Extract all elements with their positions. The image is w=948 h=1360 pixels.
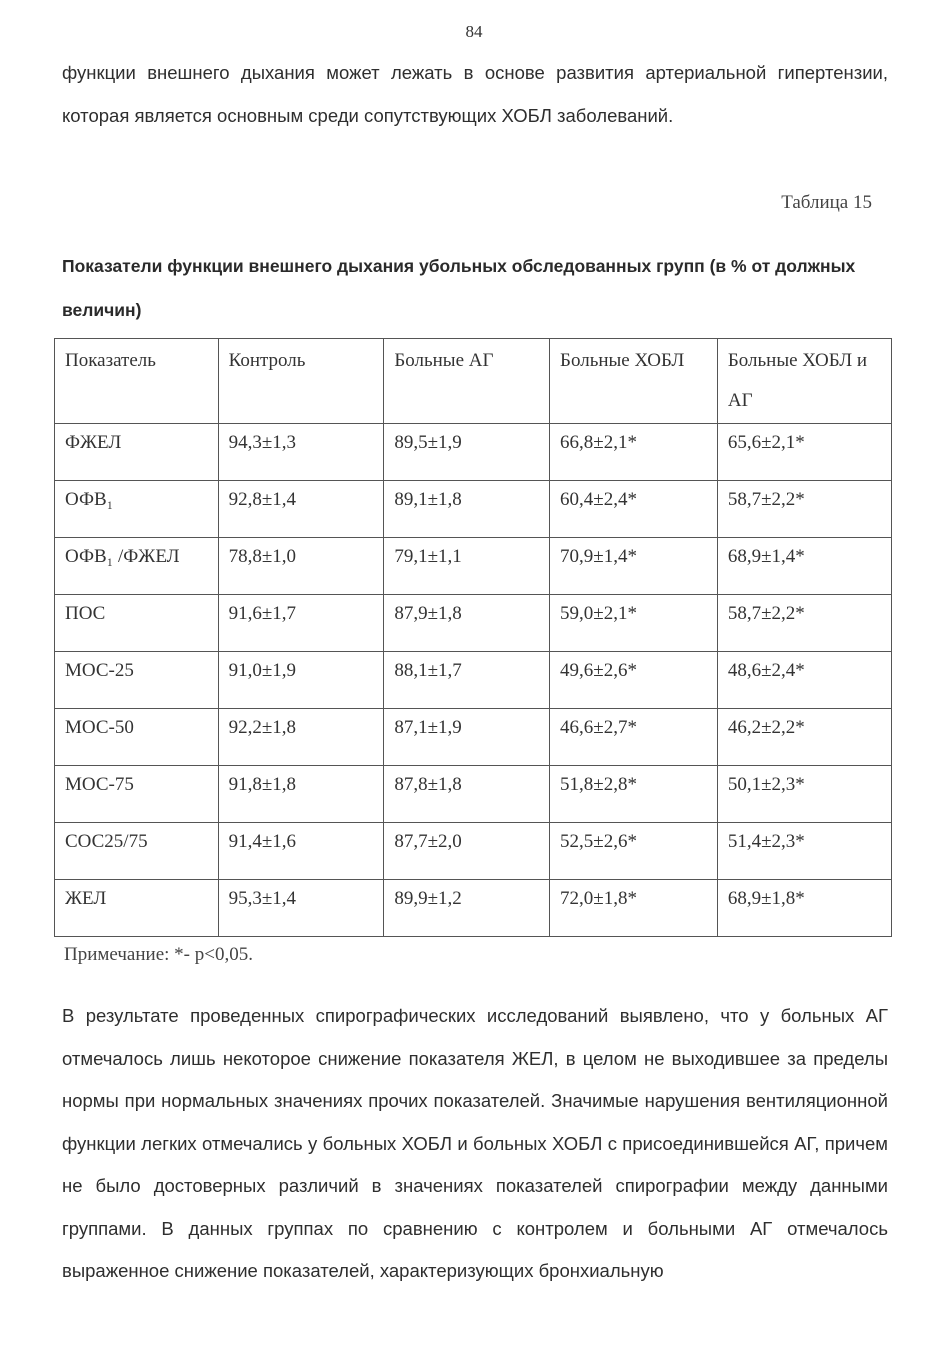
cell: 87,7±2,0 (384, 823, 550, 880)
header-control: Контроль (218, 339, 384, 424)
cell: 88,1±1,7 (384, 652, 550, 709)
cell: 60,4±2,4* (550, 481, 718, 538)
table-header-row (55, 339, 892, 424)
cell: ОФВ₁ /ФЖЕЛ (55, 538, 219, 595)
cell: ОФВ₁ (55, 481, 219, 538)
cell: ФЖЕЛ (55, 424, 219, 481)
table-row (55, 766, 892, 823)
cell: 91,6±1,7 (218, 595, 384, 652)
cell: 87,8±1,8 (384, 766, 550, 823)
cell: 79,1±1,1 (384, 538, 550, 595)
cell: 89,9±1,2 (384, 880, 550, 937)
table-row (55, 880, 892, 937)
cell: 58,7±2,2* (717, 595, 891, 652)
cell: 52,5±2,6* (550, 823, 718, 880)
cell: МОС-25 (55, 652, 219, 709)
cell: 78,8±1,0 (218, 538, 384, 595)
cell: ПОС (55, 595, 219, 652)
cell: 89,5±1,9 (384, 424, 550, 481)
table-note: Примечание: *- р<0,05. (64, 944, 253, 965)
cell: 91,8±1,8 (218, 766, 384, 823)
cell: 95,3±1,4 (218, 880, 384, 937)
table-row (55, 424, 892, 481)
table-row (55, 538, 892, 595)
table-label: Таблица 15 (781, 192, 872, 213)
header-copd: Больные ХОБЛ (550, 339, 718, 424)
cell: 92,8±1,4 (218, 481, 384, 538)
cell: 51,4±2,3* (717, 823, 891, 880)
intro-paragraph: функции внешнего дыхания может лежать в основе развития артериальной гипертензии, которая является основным среди сопутствующих ХОБЛ заболеваний. (62, 62, 888, 126)
cell: 91,4±1,6 (218, 823, 384, 880)
cell: 48,6±2,4* (717, 652, 891, 709)
cell: 66,8±2,1* (550, 424, 718, 481)
cell: 59,0±2,1* (550, 595, 718, 652)
table-row (55, 823, 892, 880)
cell: МОС-50 (55, 709, 219, 766)
cell: 68,9±1,8* (717, 880, 891, 937)
cell: СОС25/75 (55, 823, 219, 880)
table-row (55, 481, 892, 538)
header-copd-ag: Больные ХОБЛ и АГ (717, 339, 891, 424)
cell: 70,9±1,4* (550, 538, 718, 595)
cell: 91,0±1,9 (218, 652, 384, 709)
cell: 94,3±1,3 (218, 424, 384, 481)
cell: 87,1±1,9 (384, 709, 550, 766)
page-number: 84 (465, 22, 483, 41)
cell: 50,1±2,3* (717, 766, 891, 823)
table-row (55, 595, 892, 652)
header-indicator: Показатель (55, 339, 219, 424)
cell: 49,6±2,6* (550, 652, 718, 709)
cell: 58,7±2,2* (717, 481, 891, 538)
body-paragraph: В результате проведенных спирографических исследований выявлено, что у больных АГ отмечалось лишь некоторое снижение показателя ЖЕЛ, в целом не выходившее за пределы нормы при нормальных значениях прочих показателей. Значимые нарушения вентиляционной функции легких отмечались у больных ХОБЛ и больных ХОБЛ с присоединившейся АГ, причем не было достоверных различий в значениях показателей спирографии между данными группами. В данных группах по сравнению с контролем и больными АГ отмечалось выраженное снижение показателей, характеризующих бронхиальную (62, 1005, 888, 1281)
table-title: Показатели функции внешнего дыхания убольных обследованных групп (в % от должных величин) (62, 256, 856, 320)
cell: МОС-75 (55, 766, 219, 823)
cell: 46,6±2,7* (550, 709, 718, 766)
cell: 92,2±1,8 (218, 709, 384, 766)
cell: 65,6±2,1* (717, 424, 891, 481)
cell: 72,0±1,8* (550, 880, 718, 937)
cell: 51,8±2,8* (550, 766, 718, 823)
data-table (54, 338, 892, 937)
cell: 46,2±2,2* (717, 709, 891, 766)
table-row (55, 652, 892, 709)
cell: ЖЕЛ (55, 880, 219, 937)
cell: 89,1±1,8 (384, 481, 550, 538)
cell: 87,9±1,8 (384, 595, 550, 652)
cell: 68,9±1,4* (717, 538, 891, 595)
header-ag: Больные АГ (384, 339, 550, 424)
table-row (55, 709, 892, 766)
